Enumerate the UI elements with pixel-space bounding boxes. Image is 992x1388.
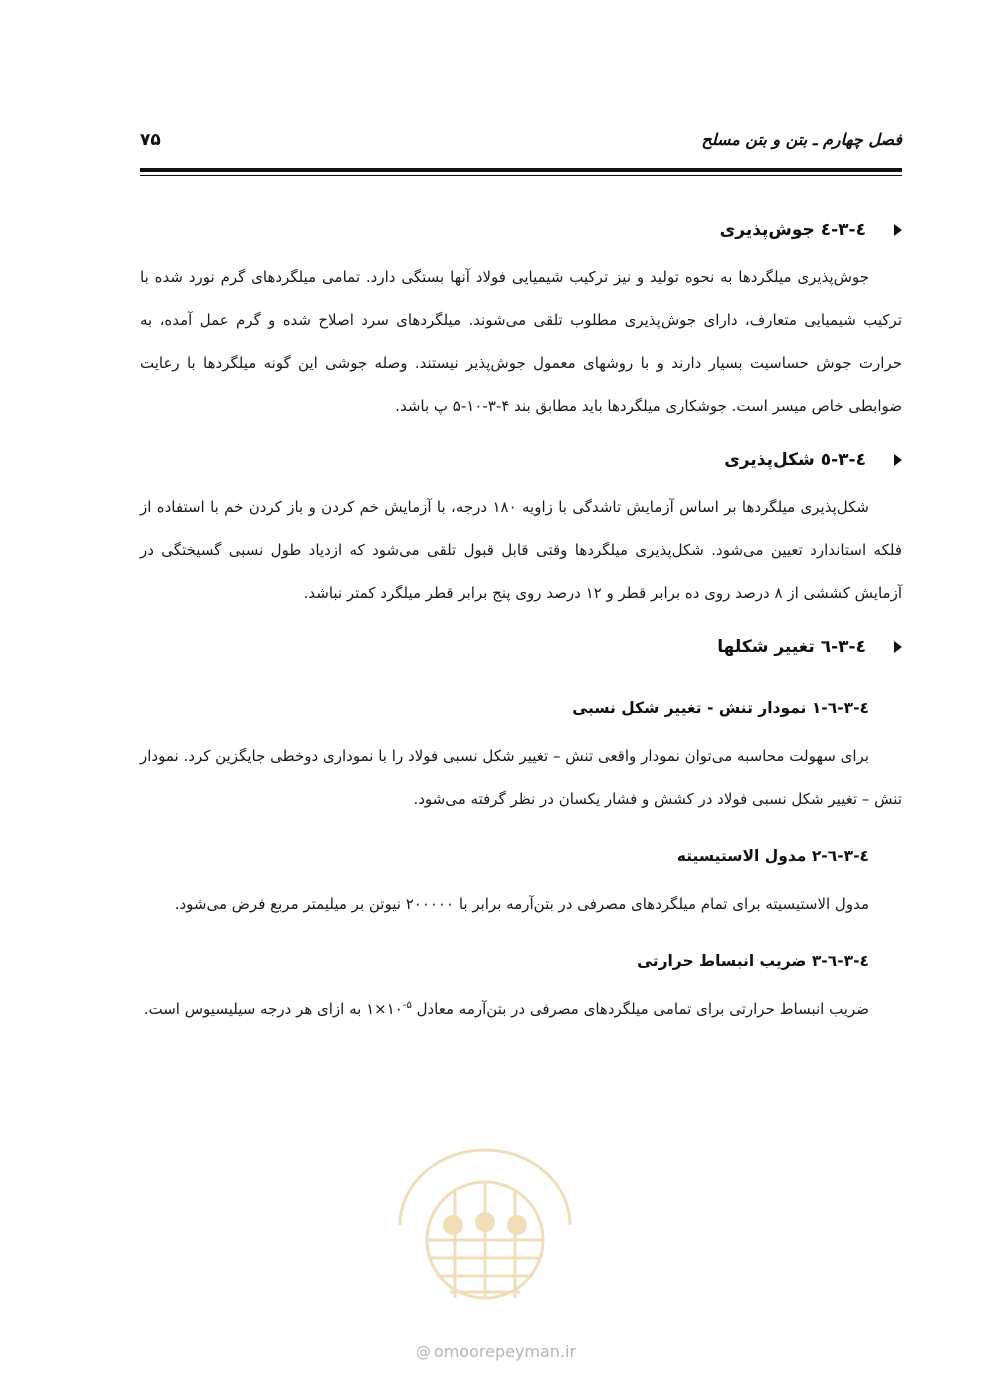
formula-base: ۱×۱۰: [366, 1000, 403, 1018]
section-heading-text: ٤-٣-٦ تغییر شکلها: [717, 637, 866, 657]
triangle-bullet-icon: [894, 454, 902, 466]
section-heading-weldability: [140, 216, 902, 244]
at-sign-icon: @: [415, 1343, 431, 1361]
section-heading-text: ٤-٣-٤ جوش‌پذیری: [719, 220, 866, 240]
subsection-paragraph-thermal-expansion: [140, 988, 902, 1031]
section-paragraph-weldability: جوش‌پذیری میلگردها به نحوه تولید و نیز ترکیب شیمیایی فولاد آنها بستگی دارد. تمامی میلگردهای گرم نورد شده با ترکیب شیمیایی متعارف، دارای جوش‌پذیری مطلوب تلقی می‌شوند. میلگردهای سرد اصلاح شده و گرم عمل آمده، به حرارت جوش حساسیت بسیار دارند و با روشهای معمول جوش‌پذیر نیستند. وصله جوشی این گونه میلگردها با رعایت ضوابطی خاص میسر است. جوشکاری میلگردها باید مطابق بند ۴-۳-۱۰-۵ پ باشد.: [140, 268, 902, 415]
triangle-bullet-icon: [894, 224, 902, 236]
subsection-heading-elastic-modulus: ٤-٣-٦-٢ مدول الاستیسیته: [676, 847, 869, 865]
header-rule-thick: [140, 168, 902, 172]
page-header: [140, 128, 902, 162]
page-number: ۷۵: [140, 130, 161, 150]
page-content: [140, 216, 902, 1031]
subsection-paragraph-elastic-modulus: مدول الاستیسیته برای تمام میلگردهای مصرفی در بتن‌آرمه برابر با ۲۰۰۰۰۰ نیوتن بر میلیمتر مربع فرض می‌شود.: [174, 895, 869, 913]
subsection-heading-stress-strain: ٤-٣-٦-١ نمودار تنش - تغییر شکل نسبی: [572, 699, 869, 717]
subsection-paragraph-stress-strain: برای سهولت محاسبه می‌توان نمودار واقعی تنش – تغییر شکل نسبی فولاد را با نموداری دوخطی جایگزین کرد. نمودار تنش – تغییر شکل نسبی فولاد در کشش و فشار یکسان در نظر گرفته می‌شود.: [140, 747, 902, 808]
paragraph-text-after: به ازای هر درجه سیلیسیوس است.: [143, 1000, 367, 1018]
paragraph-text-before: ضریب انبساط حرارتی برای تمامی میلگردهای مصرفی در بتن‌آرمه معادل: [411, 1000, 869, 1018]
watermark-logo: [375, 1130, 595, 1330]
thermal-coefficient-formula: [366, 1000, 412, 1018]
section-heading-deformations: [140, 633, 902, 661]
section-paragraph-ductility: شکل‌پذیری میلگردها بر اساس آزمایش تاشدگی با زاویه ۱۸۰ درجه، با آزمایش خم کردن و باز کردن خم با استفاده از فلکه استاندارد تعیین می‌شود. شکل‌پذیری میلگردها وقتی قابل قبول تلقی می‌شود که ازدیاد طول نسبی گسیختگی در آزمایش کششی از ۸ درصد روی ده برابر قطر و ۱۲ درصد روی پنج برابر قطر میلگرد کمتر نباشد.: [140, 498, 902, 602]
subsection-heading-thermal-expansion: ٤-٣-٦-٣ ضریب انبساط حرارتی: [637, 952, 869, 970]
footer-url-text: omoorepeyman.ir: [433, 1342, 577, 1361]
footer-url: [0, 1342, 992, 1361]
formula-exponent: -۵: [402, 1000, 412, 1011]
triangle-bullet-icon: [894, 641, 902, 653]
chapter-title: فصل چهارم ـ بتن و بتن مسلح: [701, 130, 902, 149]
header-rule-thin: [140, 175, 902, 176]
section-heading-ductility: [140, 446, 902, 474]
section-heading-text: ٤-٣-٥ شکل‌پذیری: [724, 450, 866, 470]
